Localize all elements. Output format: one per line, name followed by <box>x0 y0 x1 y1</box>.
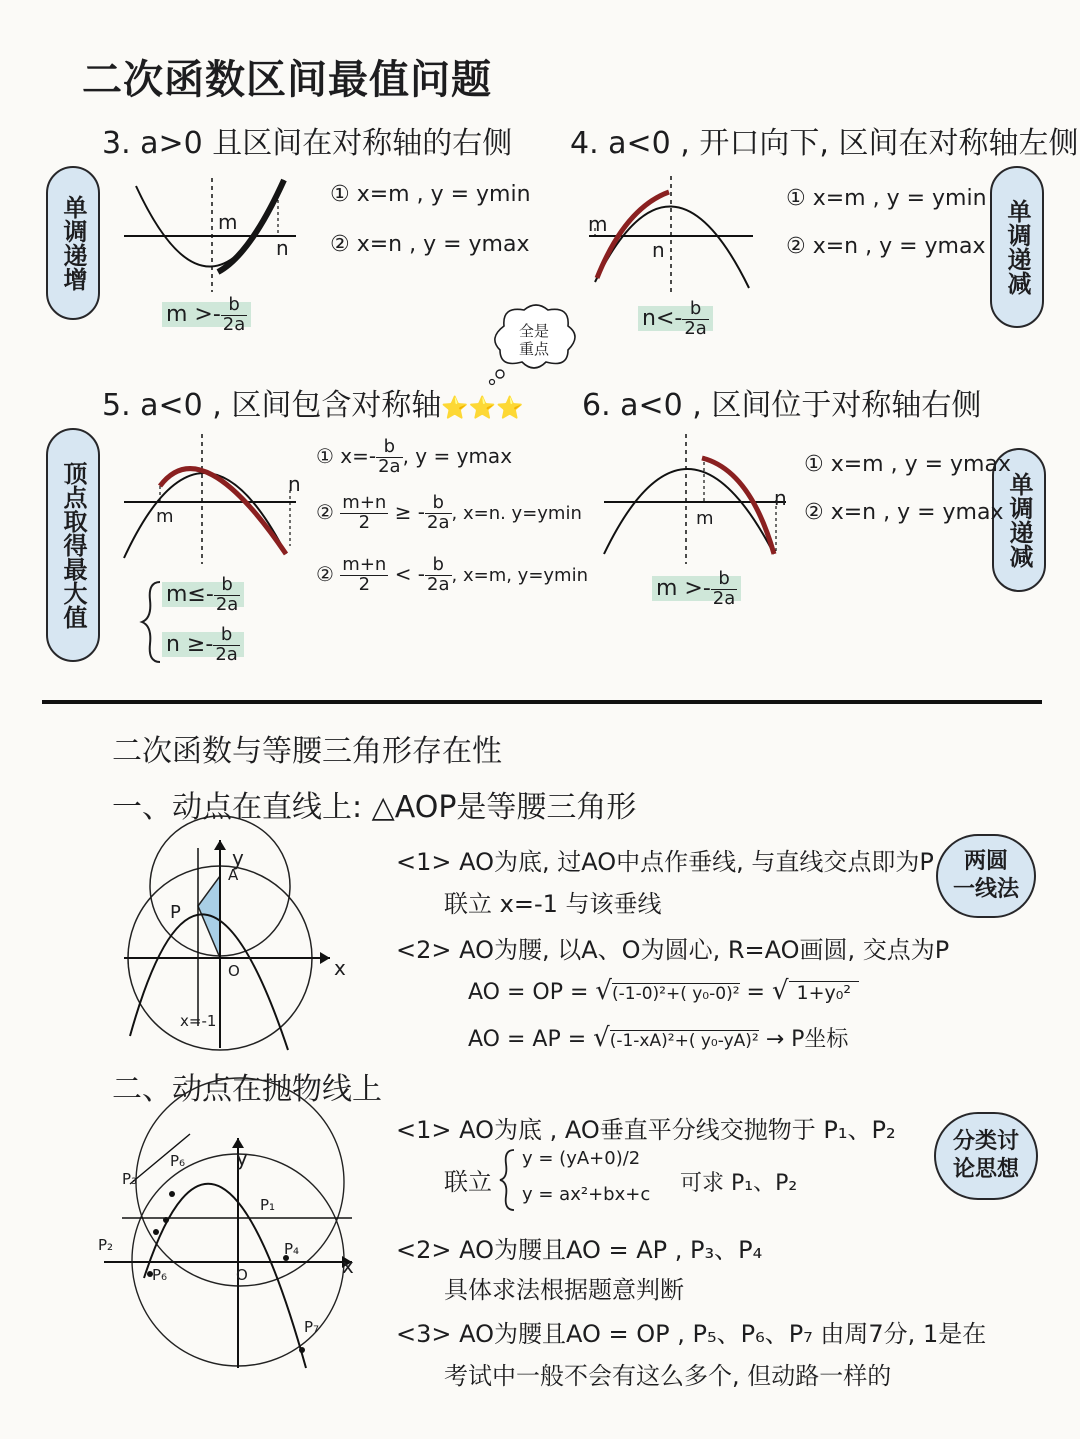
s1-text-2: <2> AO为腰, 以A、O为圆心, R=AO画圆, 交点为P <box>396 936 950 964</box>
section-divider <box>42 700 1042 704</box>
s1-eq-2: AO = AP = √(-1-xA)²+( y₀-yA)² → P坐标 <box>468 1023 849 1053</box>
s2-sys-label: 联立 <box>444 1168 492 1196</box>
s2-p5: P₆ <box>170 1152 186 1170</box>
s1-point-a: A <box>228 866 239 884</box>
case4-m-label: m <box>588 212 608 236</box>
case6-result-1: ① x=m , y = ymax <box>804 452 1011 477</box>
case3-condition: m >- $\frac{b}{2a}$ <box>162 296 251 335</box>
case6-n-label: n <box>774 486 787 510</box>
s1-point-o: O <box>228 962 240 980</box>
s2-text-3: <3> AO为腰且AO = OP , P₅、P₆、P₇ 由周7分, 1是在 <box>396 1320 987 1348</box>
s2-axis-y: y <box>236 1146 248 1170</box>
case3-heading: 3. a>0 且区间在对称轴的右侧 <box>102 126 513 161</box>
case6-badge: 单调递减 <box>992 448 1046 592</box>
s1-point-p: P <box>170 902 181 923</box>
case5-n-label: n <box>288 472 301 496</box>
case3-result-2: ② x=n , y = ymax <box>330 232 530 257</box>
s2-p4: P₄ <box>284 1240 300 1258</box>
case5-heading: 5. a<0 , 区间包含对称轴⭐⭐⭐ <box>102 388 524 423</box>
case5-condition-1: m≤- $\frac{b}{2a}$ <box>162 576 244 615</box>
s2-p6: P₆ <box>152 1266 168 1284</box>
section2-heading: 二、动点在抛物线上 <box>112 1072 382 1107</box>
part2-title: 二次函数与等腰三角形存在性 <box>112 734 502 769</box>
case5-graph <box>120 430 300 570</box>
s1-line-label: x=-1 <box>180 1012 217 1030</box>
s1-badge: 两圆 一线法 <box>936 834 1036 918</box>
s2-sys-result: 可求 P₁、P₂ <box>680 1171 798 1196</box>
case6-condition: m >- $\frac{b}{2a}$ <box>652 570 741 609</box>
case5-m-label: m <box>156 506 174 527</box>
case4-graph <box>585 172 765 302</box>
parabola-curve <box>604 469 774 554</box>
case4-badge: 单调递减 <box>990 166 1044 328</box>
condition-brace <box>140 580 164 664</box>
case3-result-1: ① x=m , y = ymin <box>330 182 531 207</box>
cloud-text: 全是 重点 <box>518 322 549 358</box>
s2-point-o: O <box>236 1266 248 1284</box>
case3-m-label: m <box>218 210 238 234</box>
s2-text-2b: 具体求法根据题意判断 <box>444 1276 684 1304</box>
s1-axis-x: x <box>334 956 346 980</box>
s2-text-1: <1> AO为底 , AO垂直平分线交抛物于 P₁、P₂ <box>396 1116 896 1144</box>
s2-axis-x: x <box>342 1254 354 1278</box>
stars-icon: ⭐⭐⭐ <box>441 396 524 421</box>
interval-highlight <box>702 458 774 554</box>
s2-p7: P₇ <box>304 1318 320 1336</box>
s2-p2: P₂ <box>98 1236 114 1254</box>
page-title: 二次函数区间最值问题 <box>82 57 492 103</box>
case6-heading: 6. a<0 , 区间位于对称轴右侧 <box>582 388 982 423</box>
case4-heading: 4. a<0 , 开口向下, 区间在对称轴左侧 <box>570 126 1079 161</box>
parabola-curve <box>595 206 749 288</box>
case6-result-2: ② x=n , y = ymax <box>804 500 1004 525</box>
case5-result-3: ② $\frac{m+n}{2}$ < - $\frac{b}{2a}$ , x=m, y=ymin <box>316 554 589 595</box>
s1-text-1: <1> AO为底, 过AO中点作垂线, 与直线交点即为P <box>396 848 934 876</box>
case5-result-1: ① x=- $\frac{b}{2a}$ , y = ymax <box>316 436 513 477</box>
case3-n-label: n <box>276 236 289 260</box>
s2-text-2: <2> AO为腰且AO = AP , P₃、P₄ <box>396 1236 763 1264</box>
case3-graph <box>120 170 300 300</box>
s1-text-1b: 联立 x=-1 与该垂线 <box>444 890 662 918</box>
system-brace <box>498 1148 516 1212</box>
s2-text-3b: 考试中一般不会有这么多个, 但动路一样的 <box>444 1362 892 1390</box>
case6-graph <box>600 430 790 570</box>
case4-result-2: ② x=n , y = ymax <box>786 234 986 259</box>
s2-sys-eq1: y = (yA+0)/2 <box>522 1148 641 1169</box>
s2-p1: P₁ <box>260 1196 276 1214</box>
s1-axis-y: y <box>232 846 244 870</box>
case6-m-label: m <box>696 508 714 529</box>
case4-result-1: ① x=m , y = ymin <box>786 186 987 211</box>
case3-badge: 单调递增 <box>46 166 100 320</box>
s2-sys-eq2: y = ax²+bx+c <box>522 1184 651 1205</box>
s1-eq-1: AO = OP = √(-1-0)²+( y₀-0)² = √ 1+y₀² <box>468 976 859 1006</box>
case4-n-label: n <box>652 238 665 262</box>
case5-condition-2: n ≥- $\frac{b}{2a}$ <box>162 626 244 665</box>
parabola-curve <box>124 473 286 558</box>
s2-badge: 分类讨 论思想 <box>934 1112 1038 1200</box>
section1-heading: 一、动点在直线上: △AOP是等腰三角形 <box>112 790 637 825</box>
triangle-aop <box>198 876 220 958</box>
section2-diagram <box>100 1134 370 1374</box>
s2-p3: P₃ <box>122 1170 138 1188</box>
case4-condition: n<- $\frac{b}{2a}$ <box>638 300 713 339</box>
case5-badge: 顶点取得最大值 <box>46 428 100 662</box>
case5-result-2: ② $\frac{m+n}{2}$ ≥ - $\frac{b}{2a}$ , x=n. y=ymin <box>316 492 582 533</box>
